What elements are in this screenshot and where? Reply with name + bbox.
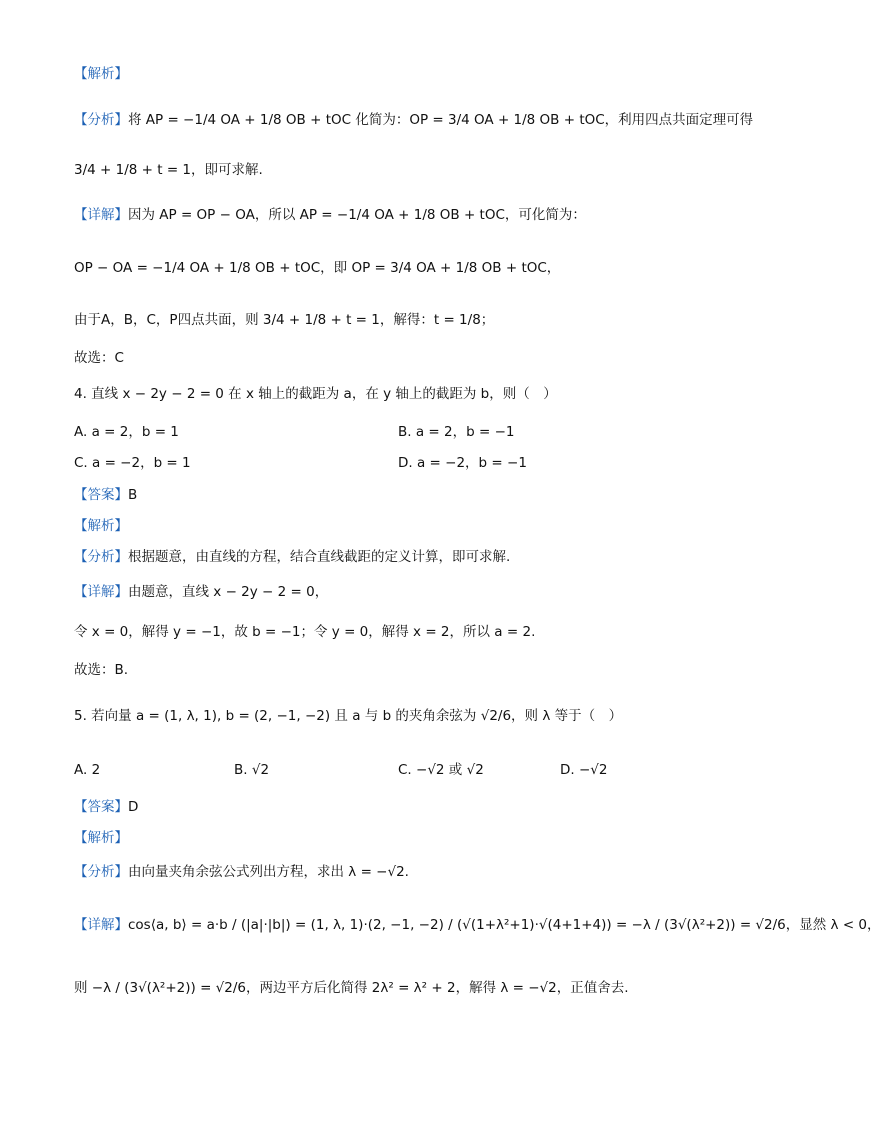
text-line bbox=[74, 915, 881, 935]
section-tag: 【分析】 bbox=[74, 549, 128, 565]
text-line bbox=[74, 64, 128, 84]
section-tag: 【详解】 bbox=[74, 917, 128, 933]
line-text: 由题意，直线 x − 2y − 2 = 0， bbox=[128, 584, 329, 600]
text-line bbox=[74, 797, 138, 817]
text-line bbox=[74, 828, 128, 848]
line-text: 故选：C bbox=[74, 350, 124, 366]
line-text: 由于A，B，C，P四点共面，则 3/4 + 1/8 + t = 1，解得：t = 1/8； bbox=[74, 312, 495, 328]
text-line bbox=[74, 348, 124, 368]
text-line bbox=[74, 582, 328, 602]
line-text: 由向量夹角余弦公式列出方程，求出 λ = −√2. bbox=[128, 864, 409, 880]
text-line bbox=[74, 258, 560, 278]
text-line bbox=[74, 978, 629, 998]
line-text: 5. 若向量 a = (1, λ, 1), b = (2, −1, −2) 且 a 与 b 的夹角余弦为 √2/6，则 λ 等于（ ） bbox=[74, 708, 623, 724]
answer-option: B. a = 2，b = −1 bbox=[398, 424, 515, 440]
section-tag: 【详解】 bbox=[74, 584, 128, 600]
section-tag: 【答案】 bbox=[74, 799, 128, 815]
section-tag: 【分析】 bbox=[74, 112, 128, 128]
line-text: B bbox=[128, 487, 138, 503]
section-tag: 【答案】 bbox=[74, 487, 128, 503]
answer-option: C. −√2 或 √2 bbox=[398, 762, 484, 778]
text-line bbox=[74, 310, 494, 330]
text-line bbox=[74, 516, 128, 536]
line-text: 将 AP = −1/4 OA + 1/8 OB + tOC 化简为：OP = 3/4 OA + 1/8 OB + tOC，利用四点共面定理可得 bbox=[128, 112, 754, 128]
text-line bbox=[74, 622, 535, 642]
text-line bbox=[74, 205, 586, 225]
text-line bbox=[74, 110, 753, 130]
line-text: cos⟨a, b⟩ = a·b / (|a|·|b|) = (1, λ, 1)·(2, −1, −2) / (√(1+λ²+1)·√(4+1+4)) = −λ / (3√(λ²+2)) = √2/6，显然 λ < 0， bbox=[128, 917, 881, 933]
text-line bbox=[74, 547, 510, 567]
line-text: 4. 直线 x − 2y − 2 = 0 在 x 轴上的截距为 a，在 y 轴上的截距为 b，则（ ） bbox=[74, 386, 557, 402]
answer-option: A. a = 2，b = 1 bbox=[74, 424, 179, 440]
text-line bbox=[74, 862, 409, 882]
text-line bbox=[74, 660, 128, 680]
line-text: 根据题意，由直线的方程，结合直线截距的定义计算，即可求解. bbox=[128, 549, 511, 565]
answer-option: D. a = −2，b = −1 bbox=[398, 455, 527, 471]
answer-option: C. a = −2，b = 1 bbox=[74, 455, 191, 471]
section-tag: 【分析】 bbox=[74, 864, 128, 880]
section-tag: 【解析】 bbox=[74, 830, 128, 846]
section-tag: 【解析】 bbox=[74, 66, 128, 82]
answer-option: B. √2 bbox=[234, 762, 270, 778]
line-text: 因为 AP = OP − OA，所以 AP = −1/4 OA + 1/8 OB + tOC，可化简为： bbox=[128, 207, 586, 223]
section-tag: 【详解】 bbox=[74, 207, 128, 223]
line-text: 令 x = 0，解得 y = −1，故 b = −1；令 y = 0，解得 x = 2，所以 a = 2. bbox=[74, 624, 536, 640]
answer-option: A. 2 bbox=[74, 762, 101, 778]
line-text: 3/4 + 1/8 + t = 1，即可求解. bbox=[74, 162, 263, 178]
text-line bbox=[74, 160, 263, 180]
text-line bbox=[74, 384, 557, 404]
line-text: 则 −λ / (3√(λ²+2)) = √2/6，两边平方后化简得 2λ² = λ² + 2，解得 λ = −√2，正值舍去. bbox=[74, 980, 629, 996]
section-tag: 【解析】 bbox=[74, 518, 128, 534]
line-text: D bbox=[128, 799, 139, 815]
text-line bbox=[74, 485, 137, 505]
line-text: 故选：B. bbox=[74, 662, 129, 678]
line-text: OP − OA = −1/4 OA + 1/8 OB + tOC，即 OP = 3/4 OA + 1/8 OB + tOC， bbox=[74, 260, 561, 276]
text-line bbox=[74, 706, 622, 726]
answer-option: D. −√2 bbox=[560, 762, 608, 778]
